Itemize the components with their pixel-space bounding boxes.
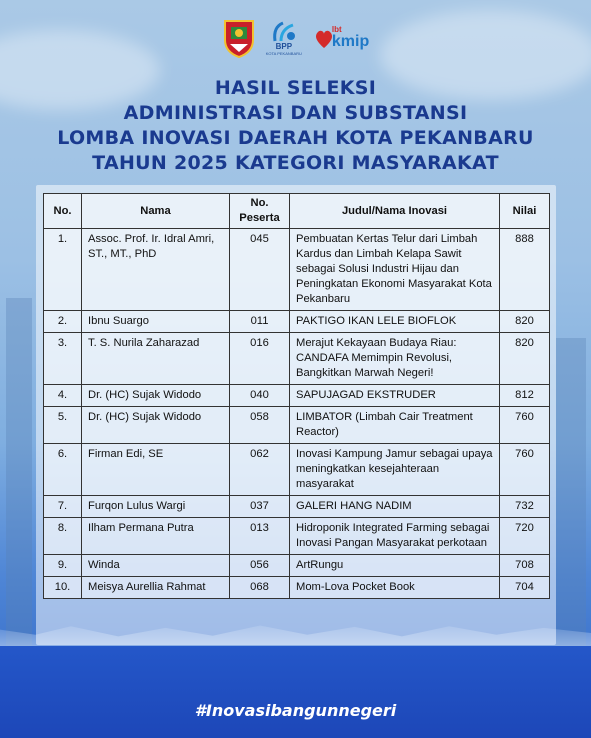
bpp-sub-label: KOTA PEKANBARU (265, 50, 302, 56)
cell-no-peserta: 037 (230, 496, 290, 518)
cell-judul: GALERI HANG NADIM (290, 496, 500, 518)
table-row (44, 518, 550, 555)
cell-nama: Ilham Permana Putra (82, 518, 230, 555)
bpp-label: BPP (275, 41, 293, 51)
building-decoration (6, 298, 32, 658)
header-judul: Judul/Nama Inovasi (290, 194, 500, 229)
header-nilai: Nilai (500, 194, 550, 229)
cell-no-peserta: 056 (230, 555, 290, 577)
cell-nilai: 720 (500, 518, 550, 555)
cell-judul: ArtRungu (290, 555, 500, 577)
header-nama: Nama (82, 194, 230, 229)
cell-nilai: 820 (500, 333, 550, 385)
cell-no: 9. (44, 555, 82, 577)
cell-no-peserta: 058 (230, 407, 290, 444)
logo-bar (0, 16, 591, 60)
cell-judul: Hidroponik Integrated Farming sebagai Inovasi Pangan Masyarakat perkotaan (290, 518, 500, 555)
bottom-band (0, 646, 591, 738)
building-decoration (556, 338, 586, 658)
header-no: No. (44, 194, 82, 229)
cell-no: 2. (44, 311, 82, 333)
cell-no: 4. (44, 385, 82, 407)
cell-nama: Dr. (HC) Sujak Widodo (82, 407, 230, 444)
cell-no-peserta: 045 (230, 229, 290, 311)
cell-nilai: 704 (500, 577, 550, 599)
cell-no-peserta: 013 (230, 518, 290, 555)
cell-no: 7. (44, 496, 82, 518)
cell-judul: PAKTIGO IKAN LELE BIOFLOK (290, 311, 500, 333)
cell-no: 8. (44, 518, 82, 555)
table-row (44, 577, 550, 599)
cell-no: 3. (44, 333, 82, 385)
cell-nama: Meisya Aurellia Rahmat (82, 577, 230, 599)
table-row (44, 333, 550, 385)
cell-no-peserta: 011 (230, 311, 290, 333)
cell-nilai: 820 (500, 311, 550, 333)
cell-nilai: 708 (500, 555, 550, 577)
title-line-4: TAHUN 2025 KATEGORI MASYARAKAT (92, 152, 499, 174)
table-row (44, 555, 550, 577)
cell-no-peserta: 016 (230, 333, 290, 385)
cell-nilai: 888 (500, 229, 550, 311)
header-no-peserta: No. Peserta (230, 194, 290, 229)
cell-judul: SAPUJAGAD EKSTRUDER (290, 385, 500, 407)
results-table (43, 193, 550, 599)
cell-nama: Winda (82, 555, 230, 577)
table-header-row (44, 194, 550, 229)
cell-nama: Furqon Lulus Wargi (82, 496, 230, 518)
cell-nama: Dr. (HC) Sujak Widodo (82, 385, 230, 407)
title-line-3: LOMBA INOVASI DAERAH KOTA PEKANBARU (57, 127, 534, 149)
table-row (44, 496, 550, 518)
cell-nilai: 760 (500, 444, 550, 496)
lbt-label: lbt (331, 25, 342, 34)
cell-nilai: 760 (500, 407, 550, 444)
cell-no-peserta: 068 (230, 577, 290, 599)
table-row (44, 311, 550, 333)
cell-judul: Pembuatan Kertas Telur dari Limbah Kardus dan Limbah Kelapa Sawit sebagai Solusi Industri Hijau dan Peningkatan Ekonomi Masyarakat Kota Pekanbaru (290, 229, 500, 311)
table-row (44, 385, 550, 407)
pekanbaru-emblem-logo (222, 18, 256, 58)
cell-no-peserta: 062 (230, 444, 290, 496)
cell-judul: Inovasi Kampung Jamur sebagai upaya meningkatkan kesejahteraan masyarakat (290, 444, 500, 496)
table-row (44, 407, 550, 444)
cell-no: 10. (44, 577, 82, 599)
cell-no-peserta: 040 (230, 385, 290, 407)
title-line-1: HASIL SELEKSI (214, 77, 377, 99)
cell-nama: T. S. Nurila Zaharazad (82, 333, 230, 385)
title-line-2: ADMINISTRASI DAN SUBSTANSI (123, 102, 468, 124)
bpp-logo (266, 21, 302, 56)
cell-no: 1. (44, 229, 82, 311)
cell-nama: Assoc. Prof. Ir. Idral Amri, ST., MT., PhD (82, 229, 230, 311)
cell-nilai: 812 (500, 385, 550, 407)
cell-no: 6. (44, 444, 82, 496)
cell-no: 5. (44, 407, 82, 444)
cell-nama: Firman Edi, SE (82, 444, 230, 496)
kmip-logo (312, 26, 369, 50)
hashtag: #Inovasibangunnegeri (194, 701, 397, 720)
table-row (44, 229, 550, 311)
cell-judul: Merajut Kekayaan Budaya Riau: CANDAFA Memimpin Revolusi, Bangkitkan Marwah Negeri! (290, 333, 500, 385)
cell-nilai: 732 (500, 496, 550, 518)
kmip-label: kmip (331, 33, 370, 50)
cell-nama: Ibnu Suargo (82, 311, 230, 333)
results-panel (36, 185, 556, 645)
cell-judul: LIMBATOR (Limbah Cair Treatment Reactor) (290, 407, 500, 444)
cell-judul: Mom-Lova Pocket Book (290, 577, 500, 599)
table-row (44, 444, 550, 496)
page-title (0, 76, 591, 176)
